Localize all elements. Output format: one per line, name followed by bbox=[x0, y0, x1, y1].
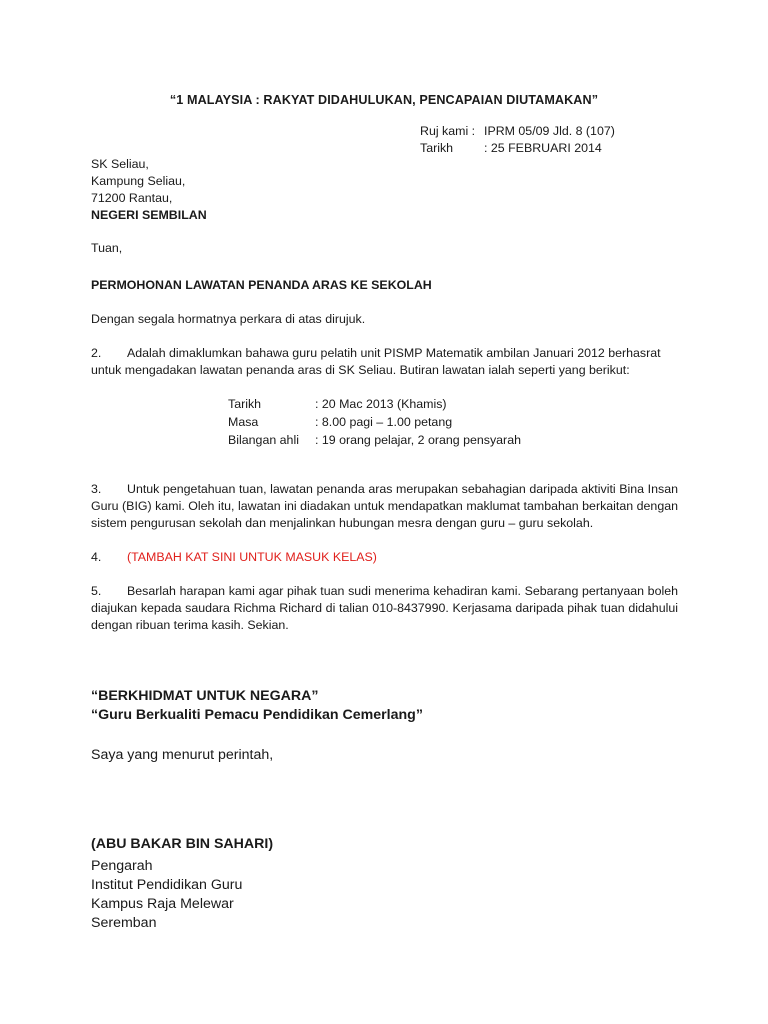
date-value: : 25 FEBRUARI 2014 bbox=[484, 141, 602, 155]
detail-row bbox=[228, 396, 521, 414]
detail-value: : 19 orang pelajar, 2 orang pensyarah bbox=[315, 433, 521, 447]
signatory-org: Institut Pendidikan Guru bbox=[91, 877, 243, 893]
detail-row bbox=[228, 432, 521, 450]
address-state: NEGERI SEMBILAN bbox=[91, 208, 207, 222]
paragraph-4 bbox=[91, 549, 678, 566]
date-label: Tarikh bbox=[420, 141, 454, 155]
signatory-org: Kampus Raja Melewar bbox=[91, 896, 234, 912]
reference-label: Ruj kami : bbox=[420, 124, 476, 138]
slogan-1: “BERKHIDMAT UNTUK NEGARA” bbox=[91, 688, 319, 704]
reference-value: IPRM 05/09 Jld. 8 (107) bbox=[484, 124, 615, 138]
paragraph-text: Adalah dimaklumkan bahawa guru pelatih unit PISMP Matematik ambilan Januari 2012 berhasrat untuk mengadakan lawatan penanda aras di SK Seliau. Butiran lawatan ialah seperti yang berikut: bbox=[91, 346, 661, 377]
slogan-2: “Guru Berkualiti Pemacu Pendidikan Cemerlang” bbox=[91, 707, 423, 723]
sign-off: Saya yang menurut perintah, bbox=[91, 747, 274, 763]
reference-block bbox=[420, 123, 615, 157]
paragraph-5 bbox=[91, 583, 678, 634]
date-row bbox=[420, 140, 615, 157]
detail-value: : 8.00 pagi – 1.00 petang bbox=[315, 415, 453, 429]
paragraph-number: 3. bbox=[91, 482, 102, 496]
signatory-title: Pengarah bbox=[91, 858, 153, 874]
address-line: Kampung Seliau, bbox=[91, 174, 186, 188]
header-motto: “1 MALAYSIA : RAKYAT DIDAHULUKAN, PENCAPAIAN DIUTAMAKAN” bbox=[169, 93, 599, 107]
detail-label: Tarikh bbox=[228, 397, 262, 411]
signatory-name: (ABU BAKAR BIN SAHARI) bbox=[91, 836, 274, 852]
subject-heading: PERMOHONAN LAWATAN PENANDA ARAS KE SEKOLAH bbox=[91, 278, 432, 292]
signatory-org: Seremban bbox=[91, 915, 157, 931]
signatory-details bbox=[91, 857, 242, 933]
recipient-address bbox=[91, 156, 207, 224]
paragraph-number: 2. bbox=[91, 346, 102, 360]
paragraph-number: 5. bbox=[91, 584, 102, 598]
address-line: SK Seliau, bbox=[91, 157, 149, 171]
opening-line: Dengan segala hormatnya perkara di atas dirujuk. bbox=[91, 312, 366, 326]
paragraph-number: 4. bbox=[91, 550, 102, 564]
detail-label: Masa bbox=[228, 415, 259, 429]
salutation: Tuan, bbox=[91, 241, 123, 255]
address-line: 71200 Rantau, bbox=[91, 191, 173, 205]
paragraph-text-red: (TAMBAH KAT SINI UNTUK MASUK KELAS) bbox=[127, 550, 377, 564]
detail-value: : 20 Mac 2013 (Khamis) bbox=[315, 397, 447, 411]
paragraph-text: Untuk pengetahuan tuan, lawatan penanda aras merupakan sebahagian daripada aktiviti Bina Insan Guru (BIG) kami. Oleh itu, lawatan ini diadakan untuk mendapatkan maklumat tambahan berkaitan dengan sistem pengurusan sekolah dan menjalinkan hubungan mesra dengan guru – guru sekolah. bbox=[91, 482, 678, 530]
visit-details bbox=[228, 396, 521, 450]
detail-row bbox=[228, 414, 521, 432]
paragraph-3 bbox=[91, 481, 678, 532]
detail-label: Bilangan ahli bbox=[228, 433, 299, 447]
reference-row bbox=[420, 123, 615, 140]
paragraph-text: Besarlah harapan kami agar pihak tuan sudi menerima kehadiran kami. Sebarang pertanyaan boleh diajukan kepada saudara Richma Richard di talian 010-8437990. Kerjasama daripada pihak tuan didahului dengan ribuan terima kasih. Sekian. bbox=[91, 584, 678, 632]
paragraph-2 bbox=[91, 345, 678, 379]
